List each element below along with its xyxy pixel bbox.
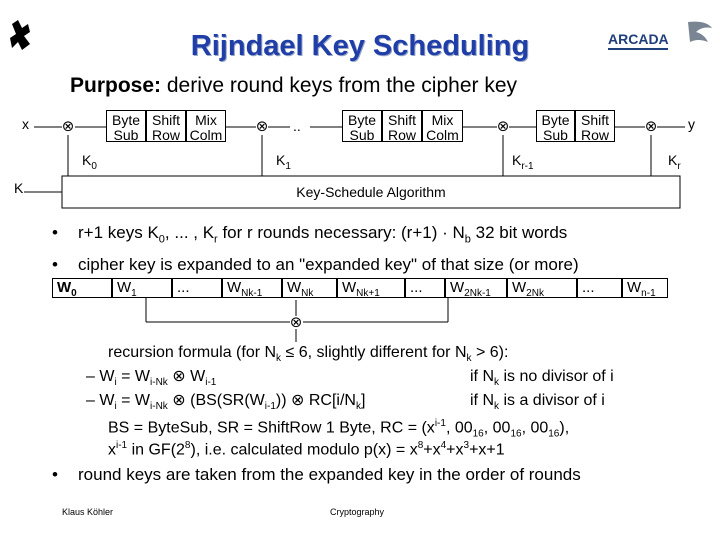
footer-author: Klaus Köhler <box>62 507 114 517</box>
recursion-cond-2: if $N_k$ is a divisor of i <box>470 392 605 413</box>
recursion-case-1: – $W_i = W_{i-Nk}$ ⊗ $W_{i-1}$ <box>86 368 217 389</box>
word-cell: $W_1$ <box>112 278 172 298</box>
arcada-logo-text: ARCADA <box>608 31 669 47</box>
bullet-list <box>52 220 579 277</box>
bullet-item: • round keys are taken from the expanded key in the order of rounds <box>52 465 581 484</box>
xor-icon: ⊗ <box>255 118 269 135</box>
word-cell: ... <box>577 278 622 298</box>
word-cell: $W_{Nk-1}$ <box>222 278 282 298</box>
footer-topic: Cryptography <box>330 507 385 517</box>
output-y-label: y <box>688 116 695 132</box>
xor-icon: ⊗ <box>644 118 658 135</box>
cipher-key-label: K <box>14 180 24 196</box>
round-key-k0: $K_0$ <box>82 152 97 172</box>
recursion-cond-1: if $N_k$ is no divisor of i <box>470 368 614 389</box>
word-cell: ... <box>172 278 222 298</box>
xor-icon: ⊗ <box>61 118 75 135</box>
word-cell: $W_{2Nk}$ <box>507 278 577 298</box>
word-cell: $W_0$ <box>52 278 112 298</box>
word-cell: $W_{Nk}$ <box>282 278 337 298</box>
mix-colm-box: Mix Colm <box>186 110 226 142</box>
shift-row-box: Shift Row <box>382 110 422 142</box>
round-key-kr-1: $K_{r-1}$ <box>512 152 534 172</box>
word-cell: $W_{Nk+1}$ <box>337 278 405 298</box>
page-title: Rijndael Key Scheduling <box>190 30 530 62</box>
shift-row-box: Shift Row <box>575 110 615 142</box>
word-cell: ... <box>405 278 445 298</box>
ellipsis: .. <box>293 118 301 134</box>
round-key-k1: $K_1$ <box>276 152 291 172</box>
shift-row-box: Shift Row <box>146 110 186 142</box>
bullet-item: • cipher key is expanded to an "expanded key" of that size (or more) <box>52 255 579 275</box>
byte-sub-box: Byte Sub <box>106 110 146 142</box>
key-schedule-label: Key-Schedule Algorithm <box>296 184 446 200</box>
recursion-case-2: – $W_i = W_{i-Nk}$ ⊗ ($BS(SR(W_{i-1}))$ ⊗ $RC[i/N_k]$ <box>86 392 366 413</box>
purpose-text: derive round keys from the cipher key <box>161 74 518 97</box>
purpose-label: Purpose: <box>70 74 162 97</box>
recursion-field: $x^{i-1}$ in $GF(2^8)$, i.e. calculated modulo $p(x) = x^8+x^4+x^3+x+1$ <box>108 440 505 459</box>
word-cell: $W_{2Nk-1}$ <box>445 278 507 298</box>
mix-colm-box: Mix Colm <box>422 110 463 142</box>
xor-icon: ⊗ <box>496 118 510 135</box>
round-key-kr: $K_r$ <box>668 152 681 172</box>
recursion-definitions: BS = ByteSub, SR = ShiftRow 1 Byte, RC = ($x^{i-1}$, $00_{16}$, $00_{16}$, $00_{16}$), <box>108 418 570 440</box>
xor-icon: ⊗ <box>289 314 303 331</box>
word-cell: $W_{n-1}$ <box>622 278 668 298</box>
input-x-label: x <box>22 116 29 132</box>
byte-sub-box: Byte Sub <box>342 110 382 142</box>
recursion-heading: recursion formula (for $N_k \le 6$, slightly different for $N_k > 6$): <box>108 344 509 365</box>
byte-sub-box: Byte Sub <box>536 110 575 142</box>
bullet-item: • r+1 keys $K_0$, ... , $K_r$ for r rounds necessary: $(r+1) \cdot N_b$ 32 bit words <box>52 223 568 246</box>
